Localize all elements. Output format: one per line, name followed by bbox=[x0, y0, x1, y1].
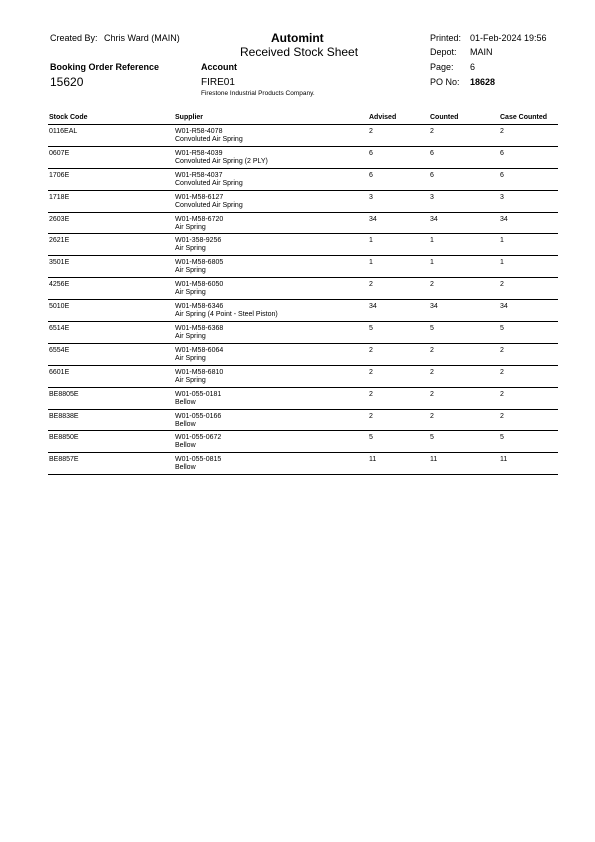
case-counted-cell: 34 bbox=[500, 215, 508, 223]
column-header-stock-code: Stock Code bbox=[49, 114, 88, 121]
column-header-counted: Counted bbox=[430, 114, 459, 121]
case-counted-cell: 2 bbox=[500, 346, 504, 354]
stock-code-cell: 0607E bbox=[49, 149, 70, 157]
stock-code-cell: 6514E bbox=[49, 325, 70, 333]
column-header-case-counted: Case Counted bbox=[500, 114, 548, 121]
table-row bbox=[48, 147, 558, 169]
counted-cell: 6 bbox=[430, 171, 434, 179]
booking-reference-label: Booking Order Reference bbox=[50, 62, 160, 72]
table-row bbox=[48, 366, 558, 388]
table-row bbox=[48, 213, 558, 235]
case-counted-cell: 6 bbox=[500, 171, 504, 179]
description-cell: Bellow bbox=[175, 442, 196, 450]
counted-cell: 6 bbox=[430, 149, 434, 157]
advised-cell: 34 bbox=[369, 215, 377, 223]
supplier-code-cell: W01-055-0181 bbox=[175, 390, 222, 398]
account-label: Account bbox=[201, 62, 237, 72]
description-cell: Bellow bbox=[175, 464, 196, 472]
case-counted-cell: 5 bbox=[500, 325, 504, 333]
table-row bbox=[48, 388, 558, 410]
counted-cell: 2 bbox=[430, 281, 434, 289]
table-row bbox=[48, 431, 558, 453]
supplier-code-cell: W01-R58-4078 bbox=[175, 128, 223, 135]
description-cell: Air Spring bbox=[175, 245, 206, 253]
counted-cell: 1 bbox=[430, 237, 434, 245]
advised-cell: 2 bbox=[369, 412, 373, 420]
counted-cell: 3 bbox=[430, 193, 434, 201]
printed-label: Printed: bbox=[430, 33, 462, 43]
table-row bbox=[48, 234, 558, 256]
case-counted-cell: 2 bbox=[500, 390, 504, 398]
depot-value: MAIN bbox=[470, 47, 493, 57]
stock-code-cell: 1706E bbox=[49, 171, 70, 179]
supplier-code-cell: W01-M58-6064 bbox=[175, 346, 224, 354]
case-counted-cell: 6 bbox=[500, 149, 504, 157]
stock-code-cell: 2621E bbox=[49, 237, 70, 245]
stock-code-cell: BE8838E bbox=[49, 412, 79, 420]
document-title: Received Stock Sheet bbox=[240, 45, 359, 59]
stock-code-cell: 1718E bbox=[49, 193, 70, 201]
advised-cell: 5 bbox=[369, 325, 373, 333]
stock-code-cell: BE8850E bbox=[49, 434, 79, 442]
created-by-value: Chris Ward (MAIN) bbox=[104, 33, 180, 43]
advised-cell: 6 bbox=[369, 149, 373, 157]
counted-cell: 2 bbox=[430, 390, 434, 398]
printed-value: 01-Feb-2024 19:56 bbox=[470, 33, 547, 43]
case-counted-cell: 1 bbox=[500, 259, 504, 267]
counted-cell: 5 bbox=[430, 434, 434, 442]
table-row bbox=[48, 278, 558, 300]
po-number: 18628 bbox=[470, 77, 496, 87]
account-name: Firestone Industrial Products Company. bbox=[201, 90, 315, 97]
stock-code-cell: 6601E bbox=[49, 368, 70, 376]
table-row bbox=[48, 300, 558, 322]
case-counted-cell: 34 bbox=[500, 303, 508, 311]
stock-code-cell: 4256E bbox=[49, 281, 70, 289]
counted-cell: 5 bbox=[430, 325, 434, 333]
description-cell: Air Spring bbox=[175, 354, 206, 362]
created-by-label: Created By: bbox=[50, 33, 98, 43]
advised-cell: 5 bbox=[369, 434, 373, 442]
case-counted-cell: 1 bbox=[500, 237, 504, 245]
advised-cell: 2 bbox=[369, 368, 373, 376]
stock-code-cell: 2603E bbox=[49, 215, 70, 223]
advised-cell: 1 bbox=[369, 237, 373, 245]
stock-code-cell: 3501E bbox=[49, 259, 70, 267]
supplier-code-cell: W01-055-0815 bbox=[175, 456, 222, 464]
account-code: FIRE01 bbox=[201, 77, 235, 88]
supplier-code-cell: W01-055-0672 bbox=[175, 434, 222, 442]
counted-cell: 2 bbox=[430, 346, 434, 354]
column-header-advised: Advised bbox=[369, 114, 397, 121]
case-counted-cell: 2 bbox=[500, 412, 504, 420]
case-counted-cell: 2 bbox=[500, 281, 504, 289]
description-cell: Air Spring bbox=[175, 267, 206, 275]
description-cell: Convoluted Air Spring bbox=[175, 179, 243, 187]
case-counted-cell: 5 bbox=[500, 434, 504, 442]
supplier-code-cell: W01-M58-6368 bbox=[175, 325, 224, 333]
page-number: 6 bbox=[470, 62, 476, 72]
description-cell: Air Spring bbox=[175, 223, 206, 231]
counted-cell: 2 bbox=[430, 412, 434, 420]
supplier-code-cell: W01-M58-6127 bbox=[175, 193, 224, 201]
case-counted-cell: 3 bbox=[500, 193, 504, 201]
created-by bbox=[50, 33, 180, 43]
description-cell: Bellow bbox=[175, 398, 196, 406]
advised-cell: 34 bbox=[369, 303, 377, 311]
counted-cell: 11 bbox=[430, 456, 438, 464]
table-row bbox=[48, 322, 558, 344]
table-row bbox=[48, 453, 558, 475]
advised-cell: 2 bbox=[369, 281, 373, 289]
supplier-code-cell: W01-055-0166 bbox=[175, 412, 222, 420]
advised-cell: 1 bbox=[369, 259, 373, 267]
description-cell: Air Spring bbox=[175, 289, 206, 297]
table-row bbox=[48, 410, 558, 432]
company-name: Automint bbox=[271, 31, 324, 45]
case-counted-cell: 2 bbox=[500, 368, 504, 376]
booking-reference-value: 15620 bbox=[50, 75, 84, 89]
description-cell: Bellow bbox=[175, 420, 196, 428]
table-header bbox=[48, 114, 558, 125]
supplier-code-cell: W01-R58-4037 bbox=[175, 171, 223, 179]
counted-cell: 34 bbox=[430, 303, 438, 311]
page-label: Page: bbox=[430, 62, 454, 72]
counted-cell: 2 bbox=[430, 368, 434, 376]
advised-cell: 2 bbox=[369, 128, 373, 135]
supplier-code-cell: W01-M58-6805 bbox=[175, 259, 224, 267]
description-cell: Air Spring (4 Point - Steel Piston) bbox=[175, 311, 278, 319]
description-cell: Air Spring bbox=[175, 376, 206, 384]
table-row bbox=[48, 344, 558, 366]
description-cell: Air Spring bbox=[175, 333, 206, 341]
case-counted-cell: 2 bbox=[500, 128, 504, 135]
supplier-code-cell: W01-M58-6346 bbox=[175, 303, 224, 311]
depot-label: Depot: bbox=[430, 47, 457, 57]
stock-code-cell: 6554E bbox=[49, 346, 70, 354]
table-row bbox=[48, 256, 558, 278]
advised-cell: 3 bbox=[369, 193, 373, 201]
stock-table bbox=[48, 114, 558, 475]
description-cell: Convoluted Air Spring bbox=[175, 201, 243, 209]
column-header-supplier: Supplier bbox=[175, 114, 204, 121]
advised-cell: 11 bbox=[369, 456, 377, 464]
supplier-code-cell: W01-R58-4039 bbox=[175, 149, 223, 157]
po-label: PO No: bbox=[430, 77, 460, 87]
supplier-code-cell: W01-M58-6050 bbox=[175, 281, 224, 289]
supplier-code-cell: W01-358-9256 bbox=[175, 237, 222, 245]
supplier-code-cell: W01-M58-6720 bbox=[175, 215, 224, 223]
description-cell: Convoluted Air Spring (2 PLY) bbox=[175, 157, 268, 165]
supplier-code-cell: W01-M58-6810 bbox=[175, 368, 224, 376]
table-row bbox=[48, 169, 558, 191]
stock-code-cell: BE8805E bbox=[49, 390, 79, 398]
stock-code-cell: BE8857E bbox=[49, 456, 79, 464]
table-row bbox=[48, 125, 558, 147]
advised-cell: 2 bbox=[369, 390, 373, 398]
advised-cell: 6 bbox=[369, 171, 373, 179]
stock-code-cell: 0116EAL bbox=[49, 128, 78, 135]
counted-cell: 34 bbox=[430, 215, 438, 223]
counted-cell: 1 bbox=[430, 259, 434, 267]
case-counted-cell: 11 bbox=[500, 456, 508, 464]
description-cell: Convoluted Air Spring bbox=[175, 136, 243, 143]
advised-cell: 2 bbox=[369, 346, 373, 354]
table-row bbox=[48, 191, 558, 213]
table-body bbox=[48, 125, 558, 475]
counted-cell: 2 bbox=[430, 128, 434, 135]
stock-code-cell: 5010E bbox=[49, 303, 70, 311]
